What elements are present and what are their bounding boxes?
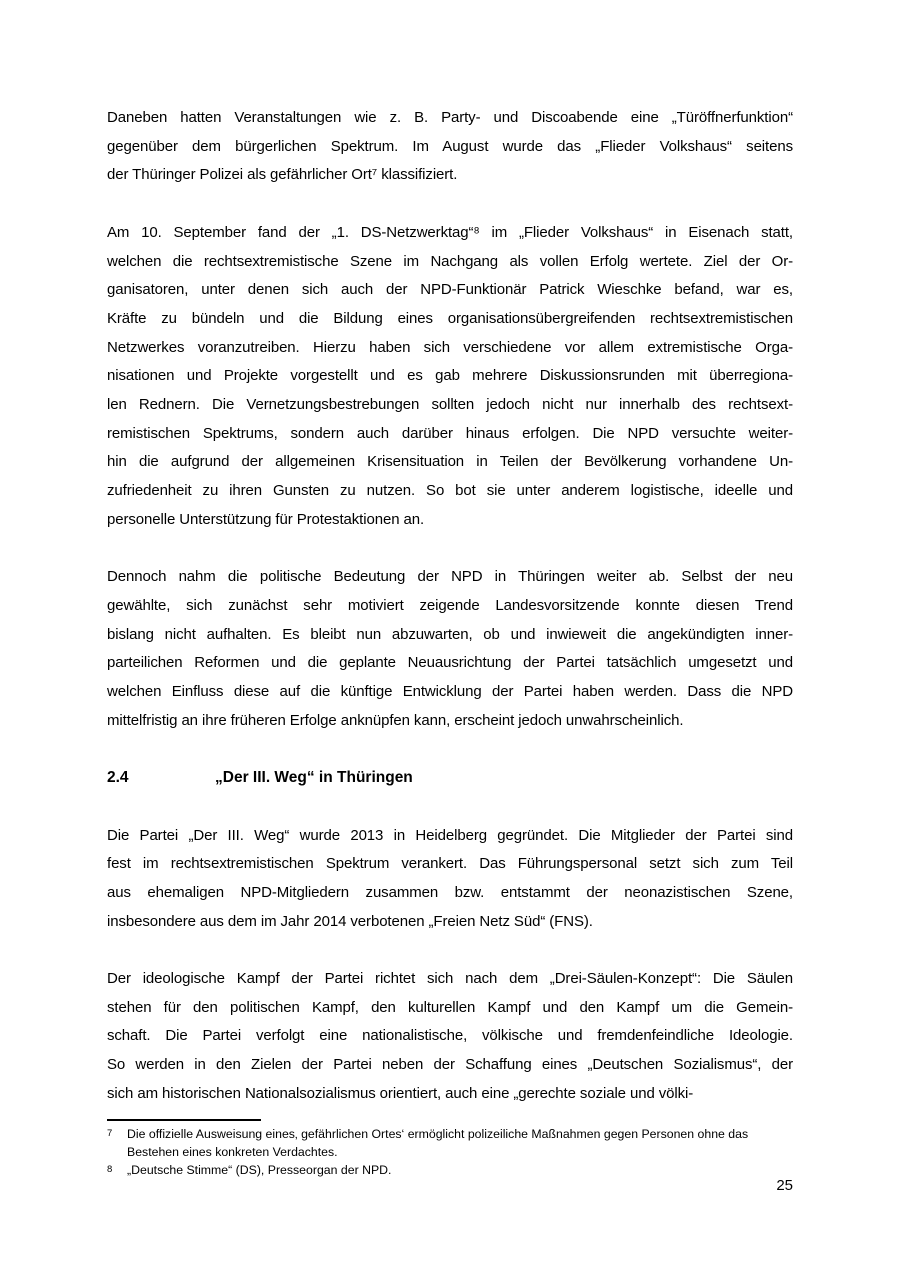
- text-line: insbesondere aus dem im Jahr 2014 verbotenen „Freien Netz Süd“ (FNS).: [107, 912, 593, 930]
- text-line: Die Partei „Der III. Weg“ wurde 2013 in Heidelberg gegründet. Die Mitglieder der Partei sind: [107, 826, 793, 844]
- text-line: stehen für den politischen Kampf, den kulturellen Kampf und den Kampf um die Gemein-: [107, 998, 793, 1016]
- footnote-marker: 7: [107, 1128, 113, 1139]
- paragraph: [107, 822, 793, 937]
- text-line: Der ideologische Kampf der Partei richtet sich nach dem „Drei-Säulen-Konzept“: Die Säulen: [107, 970, 793, 988]
- paragraph: [107, 965, 793, 1109]
- text-line: mittelfristig an ihre früheren Erfolge anknüpfen kann, erscheint jedoch unwahrscheinlich.: [107, 711, 684, 729]
- text-line: fest im rechtsextremistischen Spektrum verankert. Das Führungspersonal setzt sich zum Teil: [107, 855, 793, 873]
- text-line: welchen die rechtsextremistische Szene im Nachgang als vollen Erfolg wertete. Ziel der Or-: [107, 252, 793, 270]
- text-line: remistischen Spektrums, sondern auch darüber hinaus erfolgen. Die NPD versuchte weiter-: [107, 424, 793, 442]
- text-line: personelle Unterstützung für Protestaktionen an.: [107, 510, 425, 528]
- text-line: Dennoch nahm die politische Bedeutung der NPD in Thüringen weiter ab. Selbst der neu: [107, 568, 793, 586]
- footnote-item: [107, 1126, 797, 1161]
- text-line: So werden in den Zielen der Partei neben der Schaffung eines „Deutschen Sozialismus“, der: [107, 1056, 793, 1074]
- text-line: len Rednern. Die Vernetzungsbestrebungen sollten jedoch nicht nur innerhalb des rechtsext-: [107, 396, 793, 414]
- text-line: nisationen und Projekte vorgestellt und es gab mehrere Diskussionsrunden mit überregiona-: [107, 367, 793, 385]
- section-heading: [107, 764, 793, 793]
- text-line: gegenüber dem bürgerlichen Spektrum. Im August wurde das „Flieder Volkshaus“ seitens: [107, 137, 793, 155]
- section-number: 2.4: [107, 769, 129, 787]
- footnotes-section: [107, 1119, 797, 1181]
- text-line: Kräfte zu bündeln und die Bildung eines organisationsübergreifenden rechtsextremistischen: [107, 309, 793, 327]
- text-line: welchen Einfluss diese auf die künftige Entwicklung der Partei haben werden. Dass die NPD: [107, 683, 793, 701]
- text-line: Netzwerkes voranzutreiben. Hierzu haben sich verschiedene vor allem extremistische Orga-: [107, 338, 793, 356]
- footnote-text: Die offizielle Ausweisung eines‚ gefährlichen Ortes‘ ermöglicht polizeiliche Maßnahmen gegen Personen ohne das Bestehen eines konkreten Verdachtes.: [127, 1127, 749, 1159]
- text-line: ganisatoren, unter denen sich auch der NPD-Funktionär Patrick Wieschke befand, war es,: [107, 281, 793, 299]
- text-line: hin die aufgrund der allgemeinen Krisensituation in Teilen der Bevölkerung vorhandene Un-: [107, 453, 793, 471]
- text-line: parteilichen Reformen und die geplante Neuausrichtung der Partei tatsächlich umgesetzt und: [107, 654, 793, 672]
- paragraph: [107, 104, 793, 190]
- paragraph: [107, 219, 793, 535]
- footnote-marker: 8: [107, 1164, 113, 1175]
- text-line: aus ehemaligen NPD-Mitgliedern zusammen bzw. entstammt der neonazistischen Szene,: [107, 883, 793, 901]
- footnote-list: [107, 1126, 797, 1180]
- footnote-separator-line: [107, 1119, 261, 1121]
- text-line: gewählte, sich zunächst sehr motiviert zeigende Landesvorsitzende konnte diesen Trend: [107, 596, 793, 614]
- text-line: sich am historischen Nationalsozialismus orientiert, auch eine „gerechte soziale und völki-: [107, 1084, 694, 1102]
- footnote-text: „Deutsche Stimme“ (DS), Presseorgan der NPD.: [127, 1163, 392, 1177]
- paragraph: [107, 563, 793, 735]
- page-number: 25: [776, 1177, 793, 1194]
- body-text: [107, 104, 793, 1137]
- text-line: Daneben hatten Veranstaltungen wie z. B. Party- und Discoabende eine „Türöffnerfunktion“: [107, 109, 793, 126]
- text-line: bislang nicht aufhalten. Es bleibt nun abzuwarten, ob und inwieweit die angekündigten inner-: [107, 625, 793, 643]
- text-line: der Thüringer Polizei als gefährlicher Ort⁷ klassifiziert.: [107, 166, 458, 184]
- text-line: Am 10. September fand der „1. DS-Netzwerktag“⁸ im „Flieder Volkshaus“ in Eisenach statt,: [107, 223, 793, 241]
- section-title: „Der III. Weg“ in Thüringen: [215, 769, 413, 787]
- text-line: zufriedenheit zu ihren Gunsten zu nutzen. So bot sie unter anderem logistische, ideelle und: [107, 482, 793, 500]
- text-line: schaft. Die Partei verfolgt eine nationalistische, völkische und fremdenfeindliche Ideologie.: [107, 1027, 793, 1045]
